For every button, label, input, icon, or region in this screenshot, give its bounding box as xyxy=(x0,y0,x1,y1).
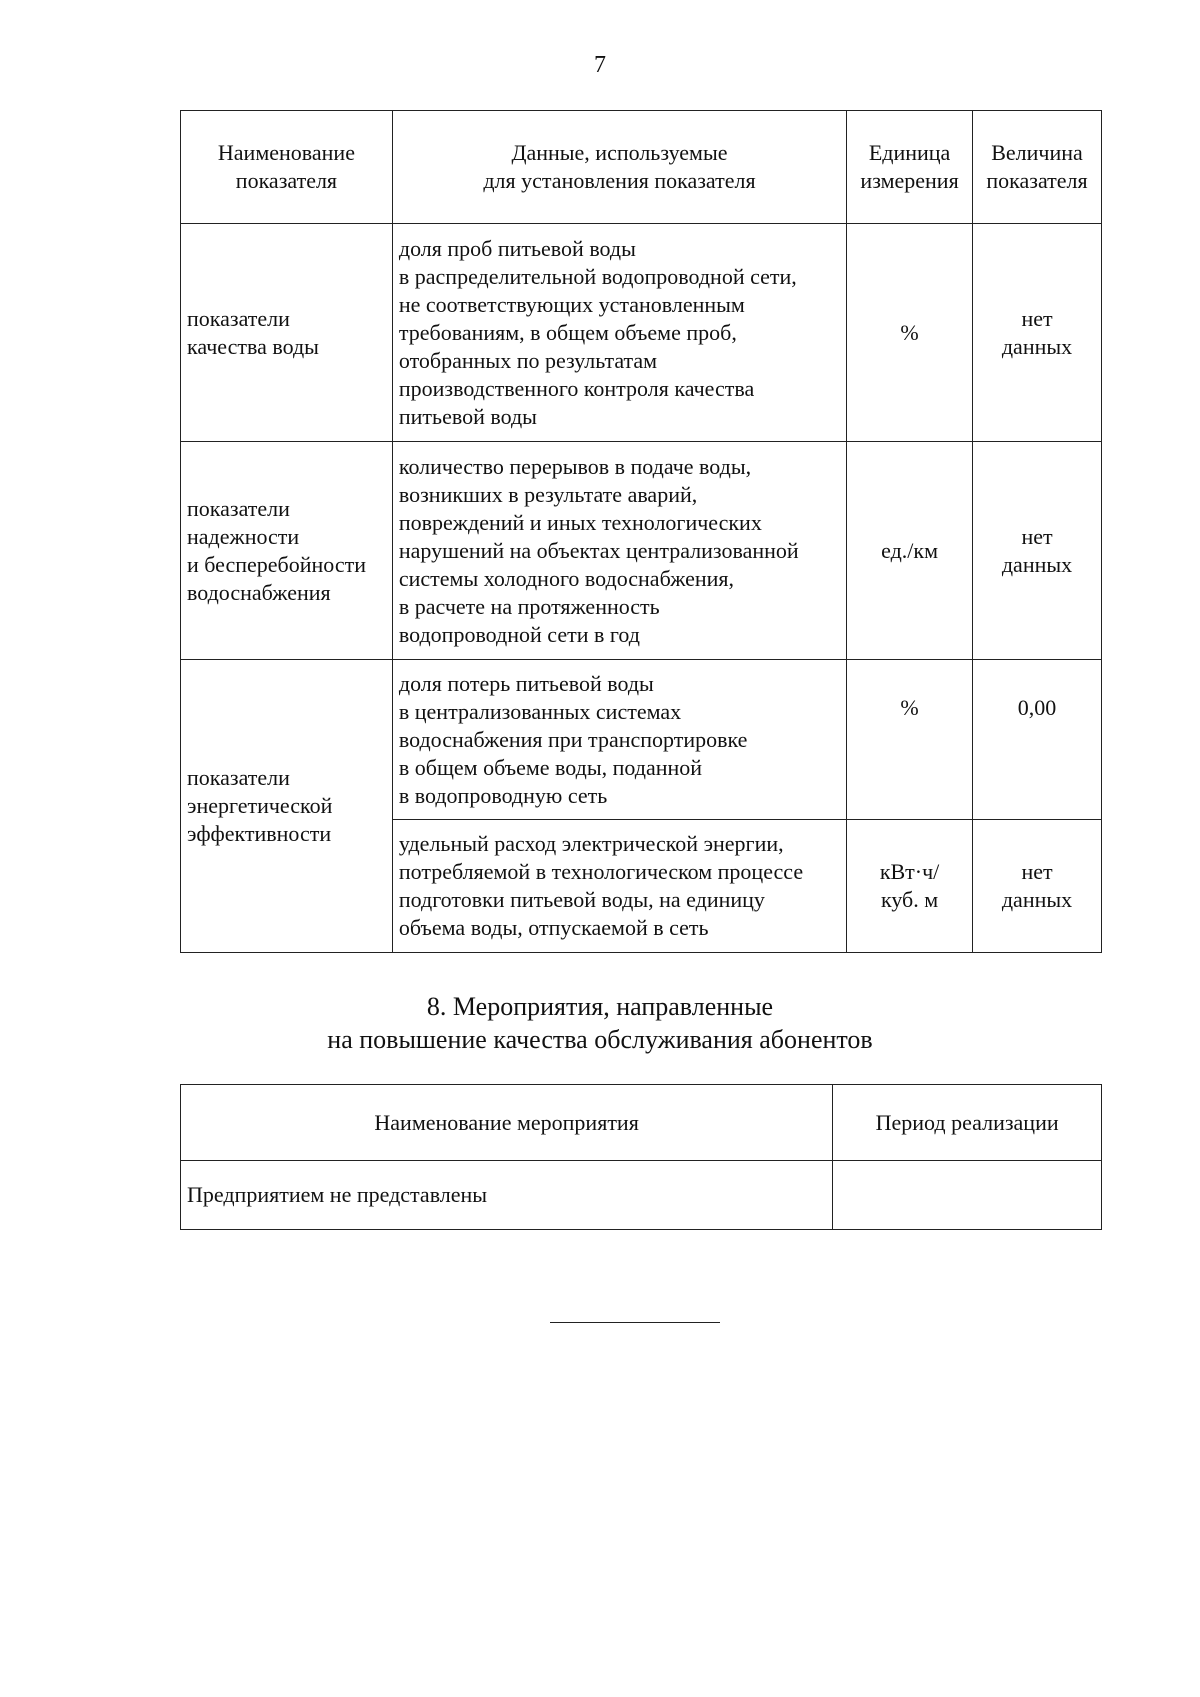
page-number: 7 xyxy=(594,52,606,78)
table-row xyxy=(181,1161,1102,1230)
period-cell xyxy=(833,1161,1102,1230)
unit-cell: кВт·ч/ куб. м xyxy=(847,820,973,953)
value-cell: нет данных xyxy=(973,224,1102,442)
indicator-data-cell: доля потерь питьевой воды в централизованных системах водоснабжения при транспортировке в общем объеме воды, поданной в водопроводную сеть xyxy=(392,660,846,820)
header-event-name: Наименование мероприятия xyxy=(181,1085,833,1161)
header-period: Период реализации xyxy=(833,1085,1102,1161)
end-divider xyxy=(550,1322,720,1323)
value-cell: нет данных xyxy=(973,442,1102,660)
header-unit: Единица измерения xyxy=(847,111,973,224)
header-indicator-data: Данные, используемые для установления показателя xyxy=(392,111,846,224)
unit-cell: % xyxy=(847,224,973,442)
header-indicator-name: Наименование показателя xyxy=(181,111,393,224)
unit-cell: ед./км xyxy=(847,442,973,660)
indicator-data-cell: удельный расход электрической энергии, потребляемой в технологическом процессе подготовки питьевой воды, на единицу объема воды, отпускаемой в сеть xyxy=(392,820,846,953)
indicator-name-cell: показатели качества воды xyxy=(181,224,393,442)
events-table xyxy=(180,1084,1102,1230)
value-cell: 0,00 xyxy=(973,660,1102,820)
event-name-cell: Предприятием не представлены xyxy=(181,1161,833,1230)
table-row xyxy=(181,442,1102,660)
indicator-data-cell: количество перерывов в подаче воды, возникших в результате аварий, повреждений и иных технологических нарушений на объектах централизованной системы холодного водоснабжения, в расчете на протяженность водопроводной сети в год xyxy=(392,442,846,660)
table-header-row xyxy=(181,1085,1102,1161)
header-value: Величина показателя xyxy=(973,111,1102,224)
indicators-table xyxy=(180,110,1102,953)
value-cell: нет данных xyxy=(973,820,1102,953)
table-row xyxy=(181,224,1102,442)
section-title: 8. Мероприятия, направленные на повышение качества обслуживания абонентов xyxy=(327,992,873,1054)
table-row xyxy=(181,660,1102,820)
indicator-name-cell: показатели надежности и бесперебойности водоснабжения xyxy=(181,442,393,660)
unit-cell: % xyxy=(847,660,973,820)
indicator-data-cell: доля проб питьевой воды в распределительной водопроводной сети, не соответствующих установленным требованиям, в общем объеме проб, отобранных по результатам производственного контроля качества питьевой воды xyxy=(392,224,846,442)
indicator-name-cell: показатели энергетической эффективности xyxy=(181,660,393,953)
table-header-row xyxy=(181,111,1102,224)
